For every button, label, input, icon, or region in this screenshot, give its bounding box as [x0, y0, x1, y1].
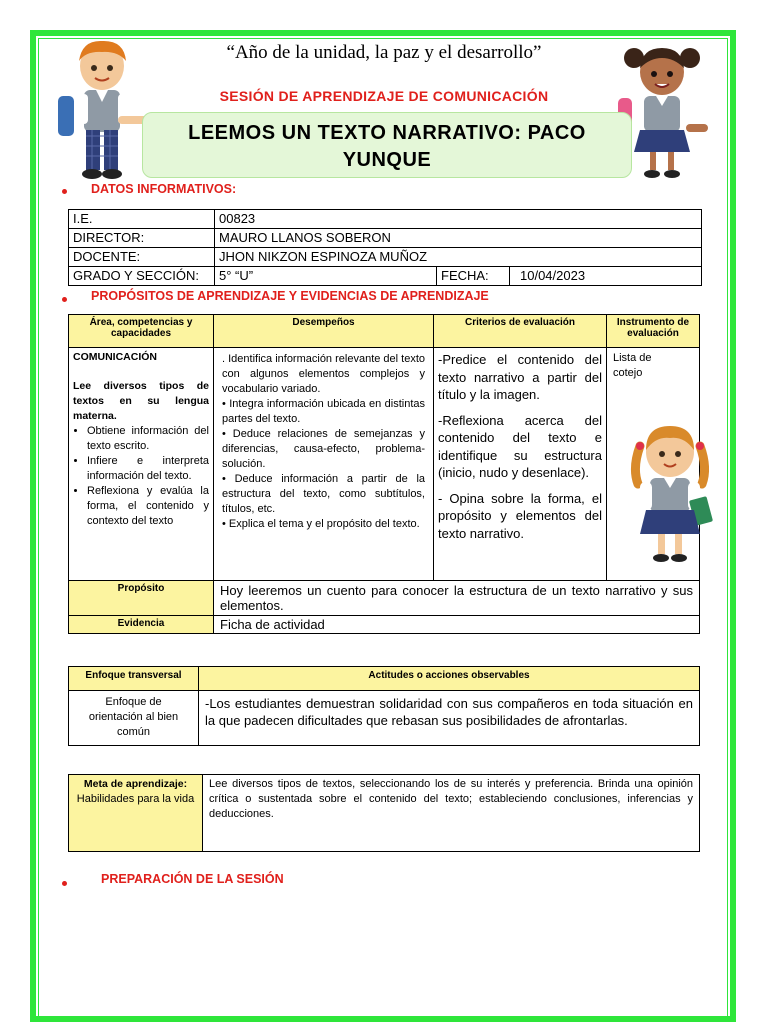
director-label: DIRECTOR:	[69, 229, 215, 248]
header-criterios: Criterios de evaluación	[434, 315, 607, 348]
actitudes-value: -Los estudiantes demuestran solidaridad con sus compañeros en toda situación en la que padecen dificultades que rebasan sus posibilidades de afrontarlas.	[199, 691, 700, 746]
propositos-heading: PROPÓSITOS DE APRENDIZAJE Y EVIDENCIAS DE APRENDIZAJE	[91, 289, 489, 303]
main-title-line1: LEEMOS UN TEXTO NARRATIVO: PACO	[188, 122, 586, 144]
list-item: • Integra información ubicada en distintas partes del texto.	[222, 398, 425, 425]
enfoque-table	[68, 666, 700, 746]
proposito-value: Hoy leeremos un cuento para conocer la estructura de un texto narrativo y sus elementos.	[214, 581, 700, 616]
bullet-icon	[62, 189, 67, 194]
competencia: Lee diversos tipos de textos en su lengua materna.	[73, 380, 209, 422]
list-item: -Predice el contenido del texto narrativo a partir del título y la imagen.	[438, 352, 602, 402]
docente-value: JHON NIKZON ESPINOZA MUÑOZ	[215, 248, 702, 267]
area-cell	[69, 348, 214, 581]
meta-table	[68, 774, 700, 852]
propositos-table	[68, 314, 700, 634]
header-actitudes: Actitudes o acciones observables	[199, 667, 700, 691]
header-instrumento: Instrumento de evaluación	[607, 315, 700, 348]
bullet-icon	[62, 297, 67, 302]
header-desempenos: Desempeños	[214, 315, 434, 348]
area-title: COMUNICACIÓN	[73, 351, 157, 363]
header-enfoque: Enfoque transversal	[69, 667, 199, 691]
main-title-line2: YUNQUE	[342, 149, 432, 171]
datos-heading: DATOS INFORMATIVOS:	[91, 182, 237, 196]
list-item: • Infiere e interpreta información del texto.	[87, 454, 209, 484]
fecha-value: 10/04/2023	[510, 267, 702, 286]
evidencia-value: Ficha de actividad	[214, 616, 700, 634]
list-item: . Identifica información relevante del texto con algunos elementos complejos y vocabulario variado.	[222, 353, 426, 395]
ie-value: 00823	[215, 210, 702, 229]
fecha-label: FECHA:	[437, 267, 510, 286]
criterios-cell	[434, 348, 607, 581]
desempenos-cell	[214, 348, 434, 581]
capacidades-list	[73, 424, 209, 529]
proposito-label: Propósito	[69, 581, 214, 616]
evidencia-label: Evidencia	[69, 616, 214, 634]
girl-illustration-table	[622, 418, 718, 566]
enfoque-value: Enfoque de orientación al bien común	[69, 691, 199, 746]
meta-sublabel: Habilidades para la vida	[76, 793, 195, 805]
list-item: • Explica el tema y el propósito del texto.	[222, 518, 420, 530]
docente-label: DOCENTE:	[69, 248, 215, 267]
instrumento-value: Lista de cotejo	[613, 352, 652, 379]
meta-label: Meta de aprendizaje:	[83, 778, 188, 790]
list-item: • Reflexiona y evalúa la forma, el contenido y contexto del texto	[87, 484, 209, 529]
main-title	[142, 120, 632, 174]
motto: “Año de la unidad, la paz y el desarrollo”	[226, 42, 542, 63]
ie-label: I.E.	[69, 210, 215, 229]
info-table	[68, 209, 702, 286]
bullet-icon	[62, 881, 67, 886]
header-area: Área, competencias y capacidades	[69, 315, 214, 348]
list-item: -Reflexiona acerca del contenido del texto e identifique su estructura (inicio, nudo y desenlace).	[438, 412, 602, 480]
list-item: • Deduce información a partir de la estructura del texto, como subtítulos, títulos, etc.	[222, 473, 425, 515]
preparacion-heading: PREPARACIÓN DE LA SESIÓN	[101, 872, 284, 886]
grado-label: GRADO Y SECCIÓN:	[69, 267, 215, 286]
list-item: - Opina sobre la forma, el propósito y elementos del texto narrativo.	[438, 490, 602, 541]
session-title: SESIÓN DE APRENDIZAJE DE COMUNICACIÓN	[219, 88, 549, 104]
meta-label-cell	[69, 775, 203, 852]
list-item: • Deduce relaciones de semejanzas y diferencias, causa-efecto, problema-solución.	[222, 428, 425, 470]
grado-value: 5° “U”	[215, 267, 437, 286]
meta-value: Lee diversos tipos de textos, seleccionando los de su interés y preferencia. Brinda una opinión crítica o sustentada sobre el contenido del texto; estableciendo conclusiones, inferencias y deducciones.	[203, 775, 700, 852]
list-item: • Obtiene información del texto escrito.	[87, 424, 209, 454]
director-value: MAURO LLANOS SOBERON	[215, 229, 702, 248]
